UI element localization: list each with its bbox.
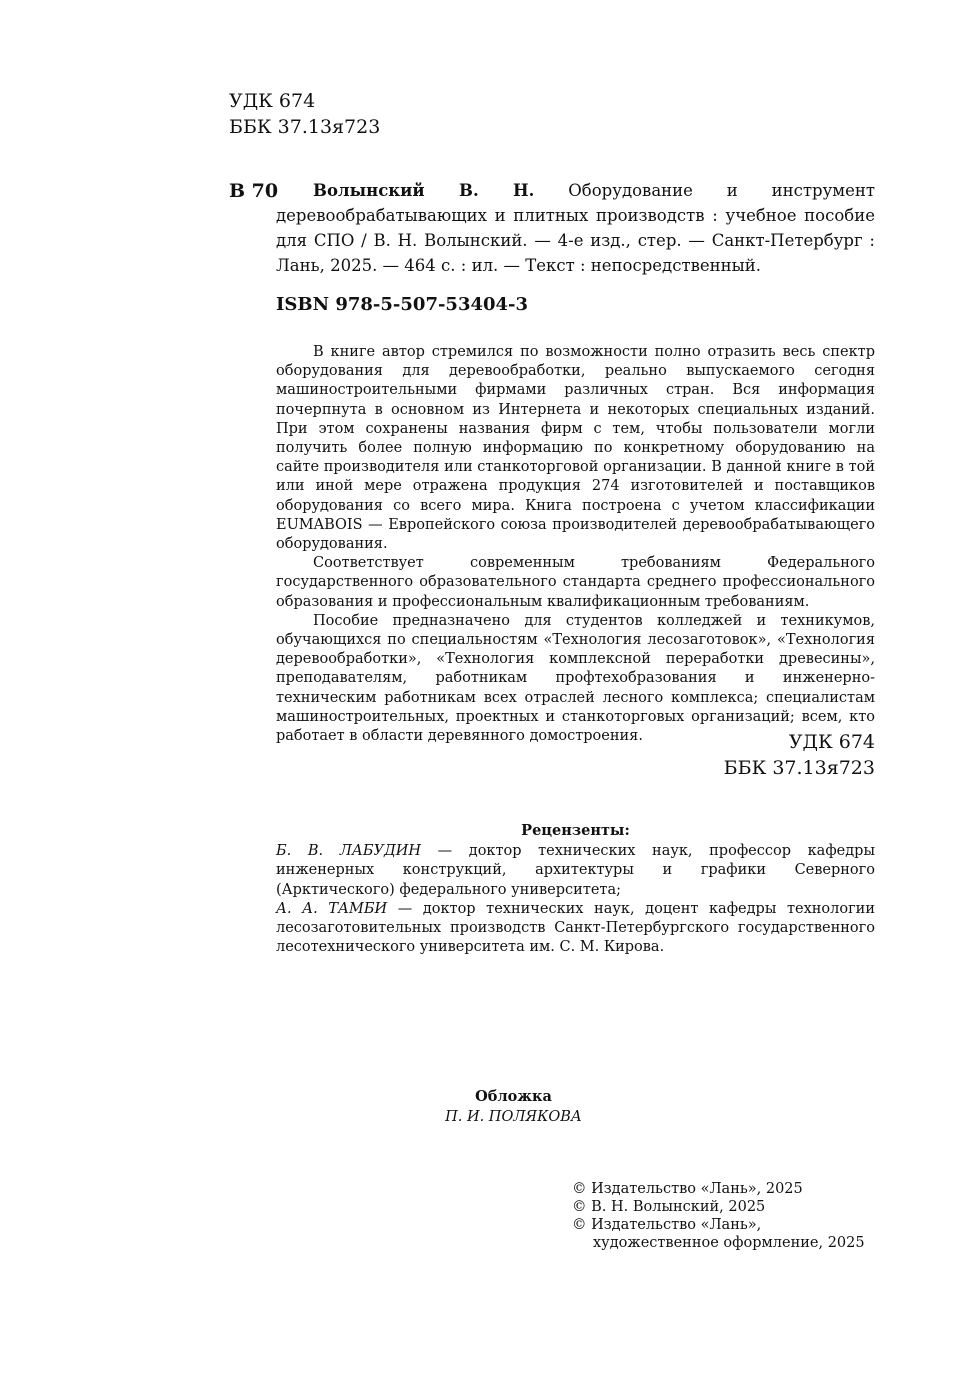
- author-mark: В 70: [229, 180, 279, 202]
- annotation-paragraph: Соответствует современным требованиям Федерального государственного образовательного стандарта среднего профессионального образования и профессиональным квалификационным требованиям.: [276, 555, 875, 610]
- copyright-block: [572, 1180, 865, 1252]
- reviewer-name: А. А. ТАМБИ: [276, 900, 388, 917]
- reviewers-section: [276, 821, 875, 957]
- udk-code: УДК 674: [788, 731, 875, 753]
- annotation-paragraph: Пособие предназначено для студентов колледжей и техникумов, обучающихся по специальностям «Технология лесозаготовок», «Технология деревообработки», «Технология комплексной переработки древесины», преподавателям, работникам профтехобразования и инженерно-техническим работникам всех отраслей лесного комплекса; специалистам машиностроительных, проектных и станкоторговых организаций; всем, кто работает в области деревянного домостроения.: [276, 612, 875, 745]
- copyright-line: художественное оформление, 2025: [593, 1235, 865, 1251]
- bbk-code: ББК 37.13я723: [723, 757, 875, 779]
- annotation-paragraph: В книге автор стремился по возможности полно отразить весь спектр оборудования для деревообработки, реально выпускаемого сегодня машиностроительными фирмами различных стран. Вся информация почерпнута в основном из Интернета и некоторых специальных изданий. При этом сохранены названия фирм с тем, чтобы пользователи могли получить более полную информацию по конкретному оборудованию на сайте производителя или станкоторговой организации. В данной книге в той или иной мере отражена продукция 274 изготовителей и поставщиков оборудования со всего мира. Книга построена с учетом классификации EUMABOIS — Европейского союза производителей деревообрабатывающего оборудования.: [276, 344, 875, 553]
- reviewer-credentials: — доктор технических наук, профессор кафедры инженерных конструкций, архитектуры и графики Северного (Арктического) федерального университета;: [276, 843, 875, 898]
- cover-credit: [276, 1087, 751, 1127]
- udk-block-top: [229, 88, 380, 140]
- copyright-line: © Издательство «Лань»,: [572, 1217, 762, 1233]
- reviewers-heading: Рецензенты:: [521, 822, 630, 839]
- isbn: ISBN 978-5-507-53404-3: [276, 294, 529, 315]
- udk-block-bottom: [724, 729, 875, 781]
- entry-author: Волынский В. Н.: [313, 181, 535, 200]
- reviewer-entry: [276, 900, 875, 958]
- udk-code: УДК 674: [229, 90, 316, 112]
- reviewer-name: Б. В. ЛАБУДИН: [276, 843, 422, 860]
- bibliographic-description: [276, 178, 875, 278]
- reviewer-entry: [276, 842, 875, 900]
- entry-description: Оборудование и инструмент деревообрабатывающих и плитных производств : учебное пособие для СПО / В. Н. Волынский. — 4-е изд., стер. — Санкт-Петербург : Лань, 2025. — 464 с. : ил. — Текст : непосредственный.: [276, 181, 876, 275]
- copyright-line: © В. Н. Волынский, 2025: [572, 1199, 766, 1215]
- bibliographic-entry: [229, 178, 875, 278]
- copyright-line: © Издательство «Лань», 2025: [572, 1181, 803, 1197]
- bbk-code: ББК 37.13я723: [229, 116, 381, 138]
- reviewer-credentials: — доктор технических наук, доцент кафедры технологии лесозаготовительных производств Санкт-Петербургского государственного лесотехнического университета им. С. М. Кирова.: [276, 900, 876, 956]
- cover-heading: Обложка: [475, 1088, 552, 1105]
- annotation: [276, 343, 875, 746]
- cover-designer: П. И. ПОЛЯКОВА: [445, 1109, 582, 1125]
